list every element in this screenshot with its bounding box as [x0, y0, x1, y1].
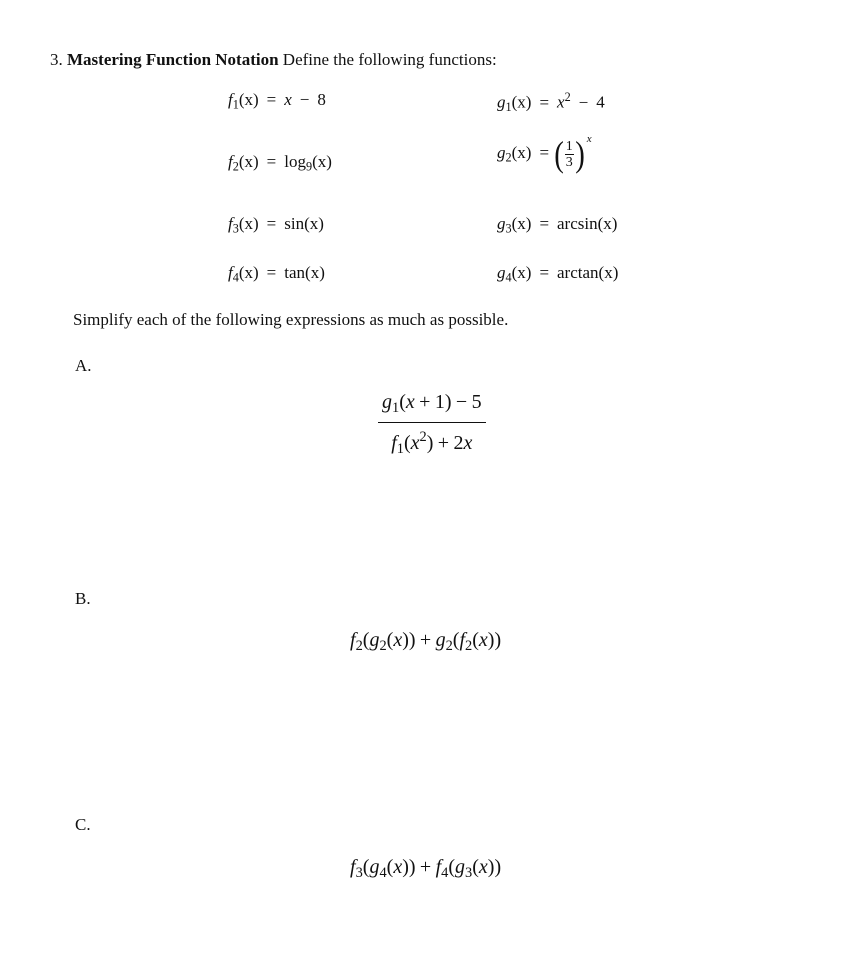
definition-g3: $g_3(x) = \arcsin(x)$ [497, 214, 618, 236]
definition-g2: $g_2(x)$ = ( $\frac{1}{3}$ ) $^x$ [497, 132, 592, 174]
fraction-one-third: $\frac{1}{3}$ [565, 138, 573, 170]
definition-g1: $g_1(x) = x^2 - 4$ [497, 90, 605, 115]
problem-number: 3. [50, 50, 63, 69]
definition-f2: $f_2(x) = \log_9(x)$ [228, 152, 332, 174]
problem-header [50, 50, 497, 70]
definition-f4: $f_4(x) = \tan(x)$ [228, 263, 325, 285]
part-c-label: C. [75, 815, 91, 834]
part-b-label: B. [75, 589, 91, 608]
part-b-expression: $f_2(g_2(x)) + g_2(f_2(x))$ [350, 629, 502, 655]
left-paren: ( [553, 134, 564, 174]
part-a-numerator: $g_1(x + 1) - 5$ [378, 390, 486, 423]
instruction-text: Simplify each of the following expressions as much as possible. [73, 310, 509, 329]
problem-title: Mastering Function Notation [67, 50, 279, 69]
part-a-fraction [378, 390, 486, 461]
right-paren: ) [574, 134, 585, 174]
problem-intro: Define the following functions: [282, 50, 497, 69]
definition-g4: $g_4(x) = \arctan(x)$ [497, 263, 619, 285]
definition-f3: $f_3(x) = \sin(x)$ [228, 214, 324, 236]
part-a-expression [378, 390, 486, 461]
part-c-expression: $f_3(g_4(x)) + f_4(g_3(x))$ [350, 856, 502, 882]
definition-f1: $f_1(x) = x - 8$ [228, 90, 326, 112]
part-a-label: A. [75, 356, 92, 375]
part-a-denominator: $f_1(x^2) + 2x$ [391, 429, 473, 457]
